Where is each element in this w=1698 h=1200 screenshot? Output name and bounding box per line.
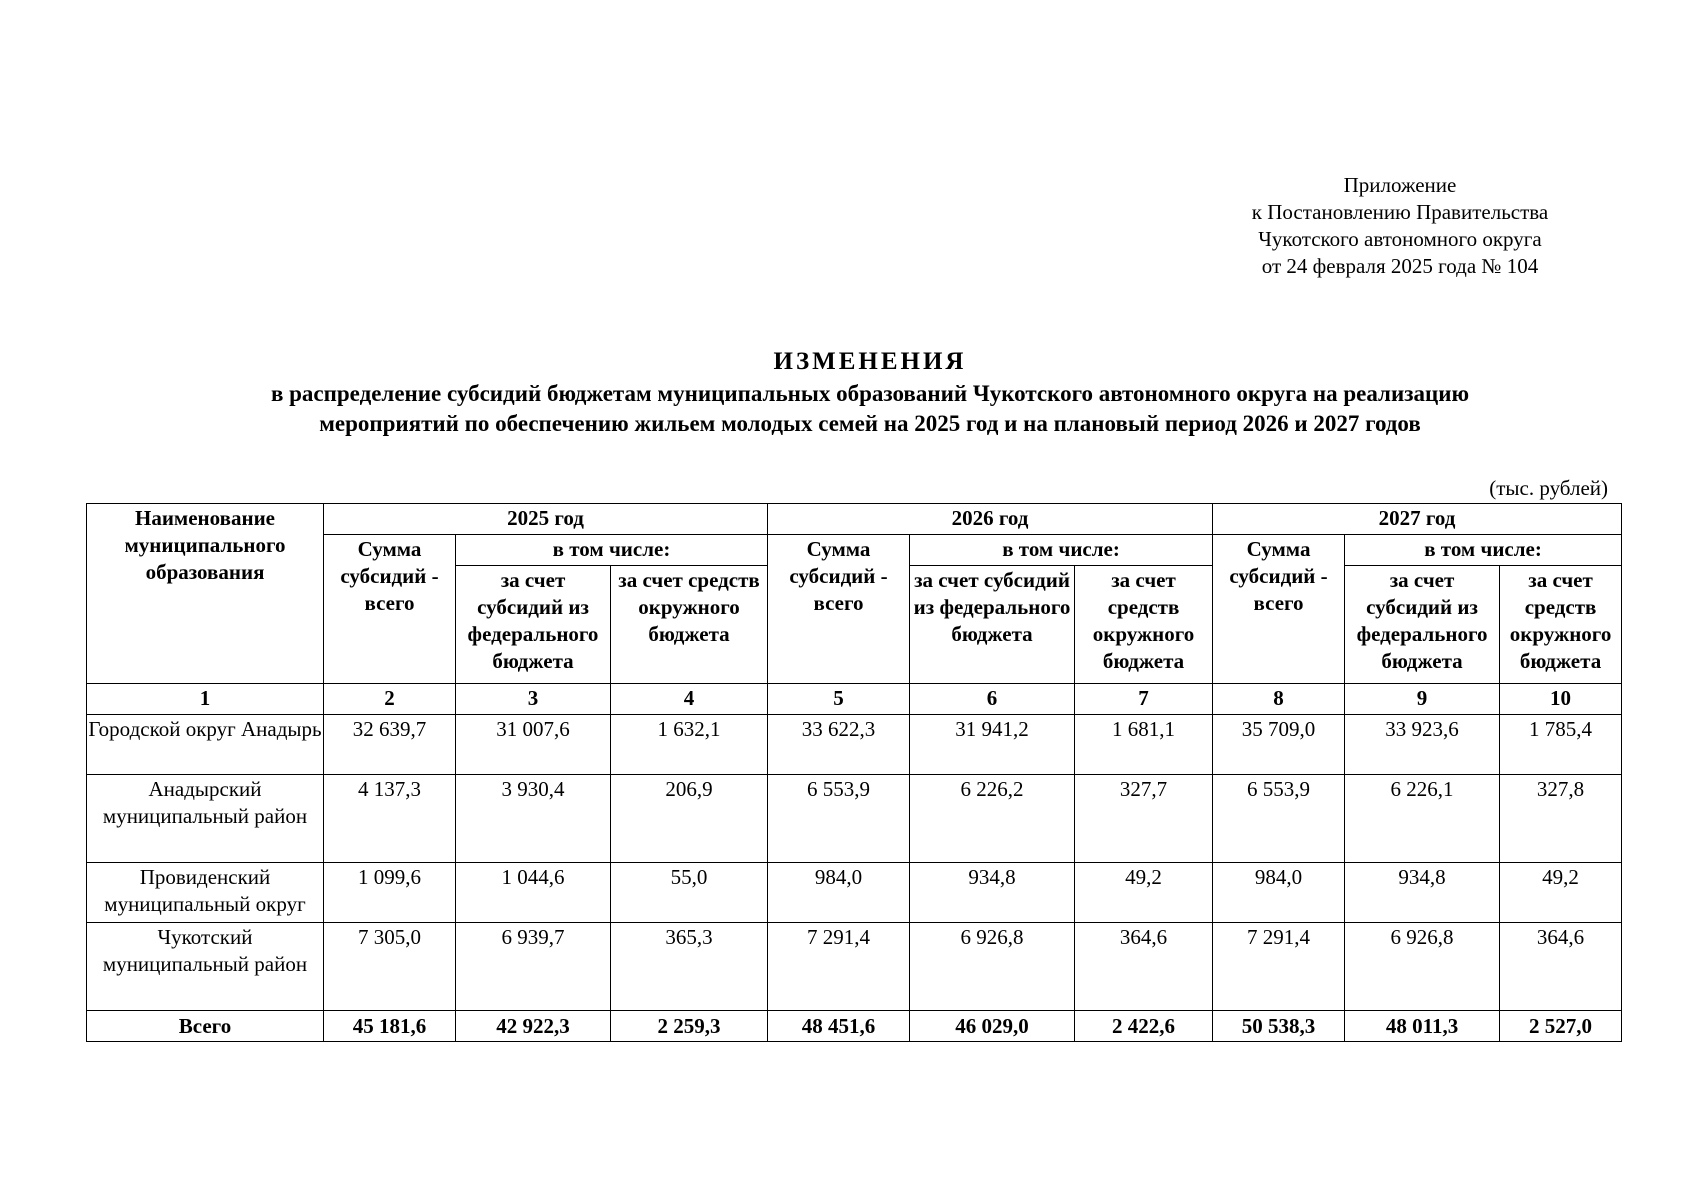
total-cell: 2 259,3 <box>611 1011 768 1042</box>
table-cell: 7 291,4 <box>1213 923 1345 1011</box>
column-number: 8 <box>1213 684 1345 715</box>
municipality-name: Анадырский муниципальный район <box>87 775 324 863</box>
table-cell: 55,0 <box>611 863 768 923</box>
municipality-name: Провиденский муниципальный округ <box>87 863 324 923</box>
table-cell: 6 939,7 <box>456 923 611 1011</box>
column-number: 7 <box>1075 684 1213 715</box>
table-cell: 1 044,6 <box>456 863 611 923</box>
table-cell: 365,3 <box>611 923 768 1011</box>
table-cell: 934,8 <box>1345 863 1500 923</box>
table-cell: 364,6 <box>1075 923 1213 1011</box>
table-cell: 3 930,4 <box>456 775 611 863</box>
table-cell: 49,2 <box>1500 863 1622 923</box>
table-cell: 934,8 <box>910 863 1075 923</box>
sum-header: Сумма субсидий - всего <box>324 535 456 684</box>
column-number: 6 <box>910 684 1075 715</box>
total-cell: 42 922,3 <box>456 1011 611 1042</box>
column-number: 5 <box>768 684 910 715</box>
municipality-header: Наименование муниципального образования <box>87 504 324 684</box>
appendix-line: от 24 февраля 2025 года № 104 <box>1261 254 1539 278</box>
appendix-note <box>1180 172 1620 280</box>
appendix-line: к Постановлению Правительства <box>1251 200 1549 224</box>
column-number: 10 <box>1500 684 1622 715</box>
column-number: 1 <box>87 684 324 715</box>
table-row <box>87 923 1622 1011</box>
table-row <box>87 715 1622 775</box>
table-cell: 1 632,1 <box>611 715 768 775</box>
table-cell: 31 941,2 <box>910 715 1075 775</box>
column-number: 2 <box>324 684 456 715</box>
table-cell: 31 007,6 <box>456 715 611 775</box>
table-cell: 1 681,1 <box>1075 715 1213 775</box>
total-row <box>87 1011 1622 1042</box>
total-cell: 46 029,0 <box>910 1011 1075 1042</box>
document-subtitle-line: в распределение субсидий бюджетам муниципальных образований Чукотского автономного округа на реализацию <box>270 381 1470 406</box>
district-header: за счет средств окружного бюджета <box>611 566 768 684</box>
title-block <box>0 345 1698 439</box>
table-cell: 1 099,6 <box>324 863 456 923</box>
table-cell: 364,6 <box>1500 923 1622 1011</box>
table-cell: 327,8 <box>1500 775 1622 863</box>
table-cell: 6 226,2 <box>910 775 1075 863</box>
table-cell: 206,9 <box>611 775 768 863</box>
table-row <box>87 775 1622 863</box>
including-header: в том числе: <box>456 535 768 566</box>
appendix-line: Чукотского автономного округа <box>1258 227 1542 251</box>
table-cell: 49,2 <box>1075 863 1213 923</box>
total-cell: 45 181,6 <box>324 1011 456 1042</box>
total-cell: 50 538,3 <box>1213 1011 1345 1042</box>
table-cell: 33 622,3 <box>768 715 910 775</box>
sum-header: Сумма субсидий - всего <box>1213 535 1345 684</box>
document-subtitle-line: мероприятий по обеспечению жильем молодых семей на 2025 год и на плановый период 2026 и 2027 годов <box>319 411 1421 436</box>
table-cell: 6 553,9 <box>768 775 910 863</box>
table-cell: 6 926,8 <box>1345 923 1500 1011</box>
table-cell: 32 639,7 <box>324 715 456 775</box>
municipality-name: Городской округ Анадырь <box>87 715 324 775</box>
federal-header: за счет субсидий из федерального бюджета <box>1345 566 1500 684</box>
total-cell: 48 451,6 <box>768 1011 910 1042</box>
table-cell: 7 305,0 <box>324 923 456 1011</box>
district-header: за счет средств окружного бюджета <box>1500 566 1622 684</box>
total-cell: 2 422,6 <box>1075 1011 1213 1042</box>
year-header: 2025 год <box>324 504 768 535</box>
including-header: в том числе: <box>1345 535 1622 566</box>
column-number: 4 <box>611 684 768 715</box>
table-cell: 6 226,1 <box>1345 775 1500 863</box>
year-header: 2027 год <box>1213 504 1622 535</box>
table-cell: 35 709,0 <box>1213 715 1345 775</box>
total-cell: 2 527,0 <box>1500 1011 1622 1042</box>
table-cell: 327,7 <box>1075 775 1213 863</box>
federal-header: за счет субсидий из федерального бюджета <box>456 566 611 684</box>
table-cell: 33 923,6 <box>1345 715 1500 775</box>
appendix-line: Приложение <box>1343 173 1457 197</box>
table-cell: 4 137,3 <box>324 775 456 863</box>
table-cell: 984,0 <box>768 863 910 923</box>
total-cell: 48 011,3 <box>1345 1011 1500 1042</box>
including-header: в том числе: <box>910 535 1213 566</box>
federal-header: за счет субсидий из федерального бюджета <box>910 566 1075 684</box>
table-cell: 984,0 <box>1213 863 1345 923</box>
document-title: ИЗМЕНЕНИЯ <box>773 348 967 375</box>
district-header: за счет средств окружного бюджета <box>1075 566 1213 684</box>
table-cell: 1 785,4 <box>1500 715 1622 775</box>
municipality-name: Чукотский муниципальный район <box>87 923 324 1011</box>
units-label: (тыс. рублей) <box>1489 476 1608 500</box>
table-cell: 6 926,8 <box>910 923 1075 1011</box>
table-cell: 7 291,4 <box>768 923 910 1011</box>
column-number: 3 <box>456 684 611 715</box>
table-cell: 6 553,9 <box>1213 775 1345 863</box>
total-label: Всего <box>87 1011 324 1042</box>
year-header: 2026 год <box>768 504 1213 535</box>
table-row <box>87 863 1622 923</box>
subsidy-table <box>86 503 1622 1042</box>
column-number: 9 <box>1345 684 1500 715</box>
sum-header: Сумма субсидий - всего <box>768 535 910 684</box>
